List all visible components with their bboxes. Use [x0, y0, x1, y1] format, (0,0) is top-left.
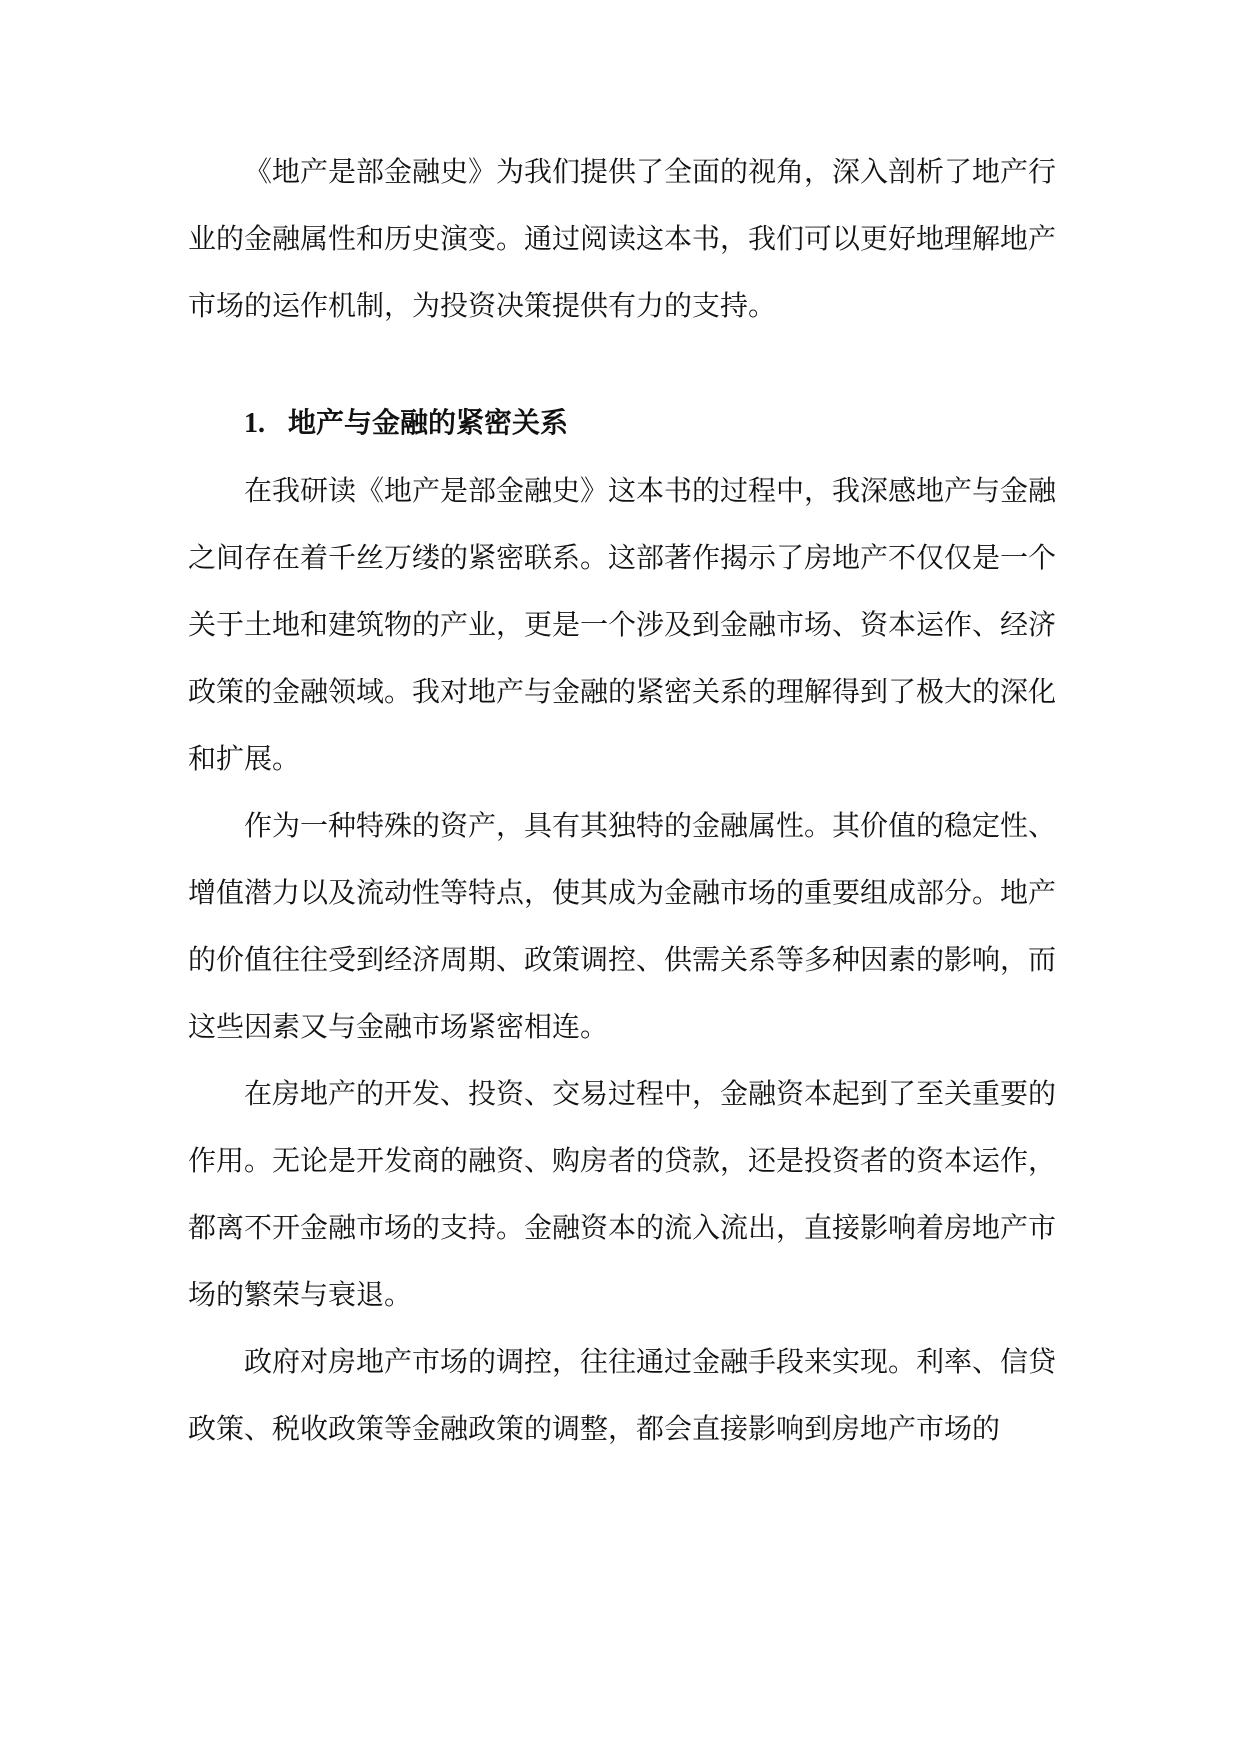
body-paragraph-3: 在房地产的开发、投资、交易过程中，金融资本起到了至关重要的作用。无论是开发商的融资、购房者的贷款，还是投资者的资本运作，都离不开金融市场的支持。金融资本的流入流出，直接影响着房地产市场的繁荣与衰退。: [188, 1077, 1057, 1311]
section-heading: [188, 389, 1056, 457]
section-title: 地产与金融的紧密关系: [288, 406, 569, 439]
document-body: [188, 138, 1056, 1462]
body-paragraph-2: 作为一种特殊的资产，具有其独特的金融属性。其价值的稳定性、增值潜力以及流动性等特点，使其成为金融市场的重要组成部分。地产的价值往往受到经济周期、政策调控、供需关系等多种因素的影响，而这些因素又与金融市场紧密相连。: [188, 809, 1057, 1043]
intro-paragraph: 《地产是部金融史》为我们提供了全面的视角，深入剖析了地产行业的金融属性和历史演变。通过阅读这本书，我们可以更好地理解地产市场的运作机制，为投资决策提供有力的支持。: [188, 155, 1057, 322]
section-number: 1.: [244, 408, 265, 439]
body-paragraph-1: 在我研读《地产是部金融史》这本书的过程中，我深感地产与金融之间存在着千丝万缕的紧密联系。这部著作揭示了房地产不仅仅是一个关于土地和建筑物的产业，更是一个涉及到金融市场、资本运作、经济政策的金融领域。我对地产与金融的紧密关系的理解得到了极大的深化和扩展。: [188, 474, 1057, 775]
body-paragraph-4: 政府对房地产市场的调控，往往通过金融手段来实现。利率、信贷政策、税收政策等金融政策的调整，都会直接影响到房地产市场的: [188, 1345, 1057, 1445]
